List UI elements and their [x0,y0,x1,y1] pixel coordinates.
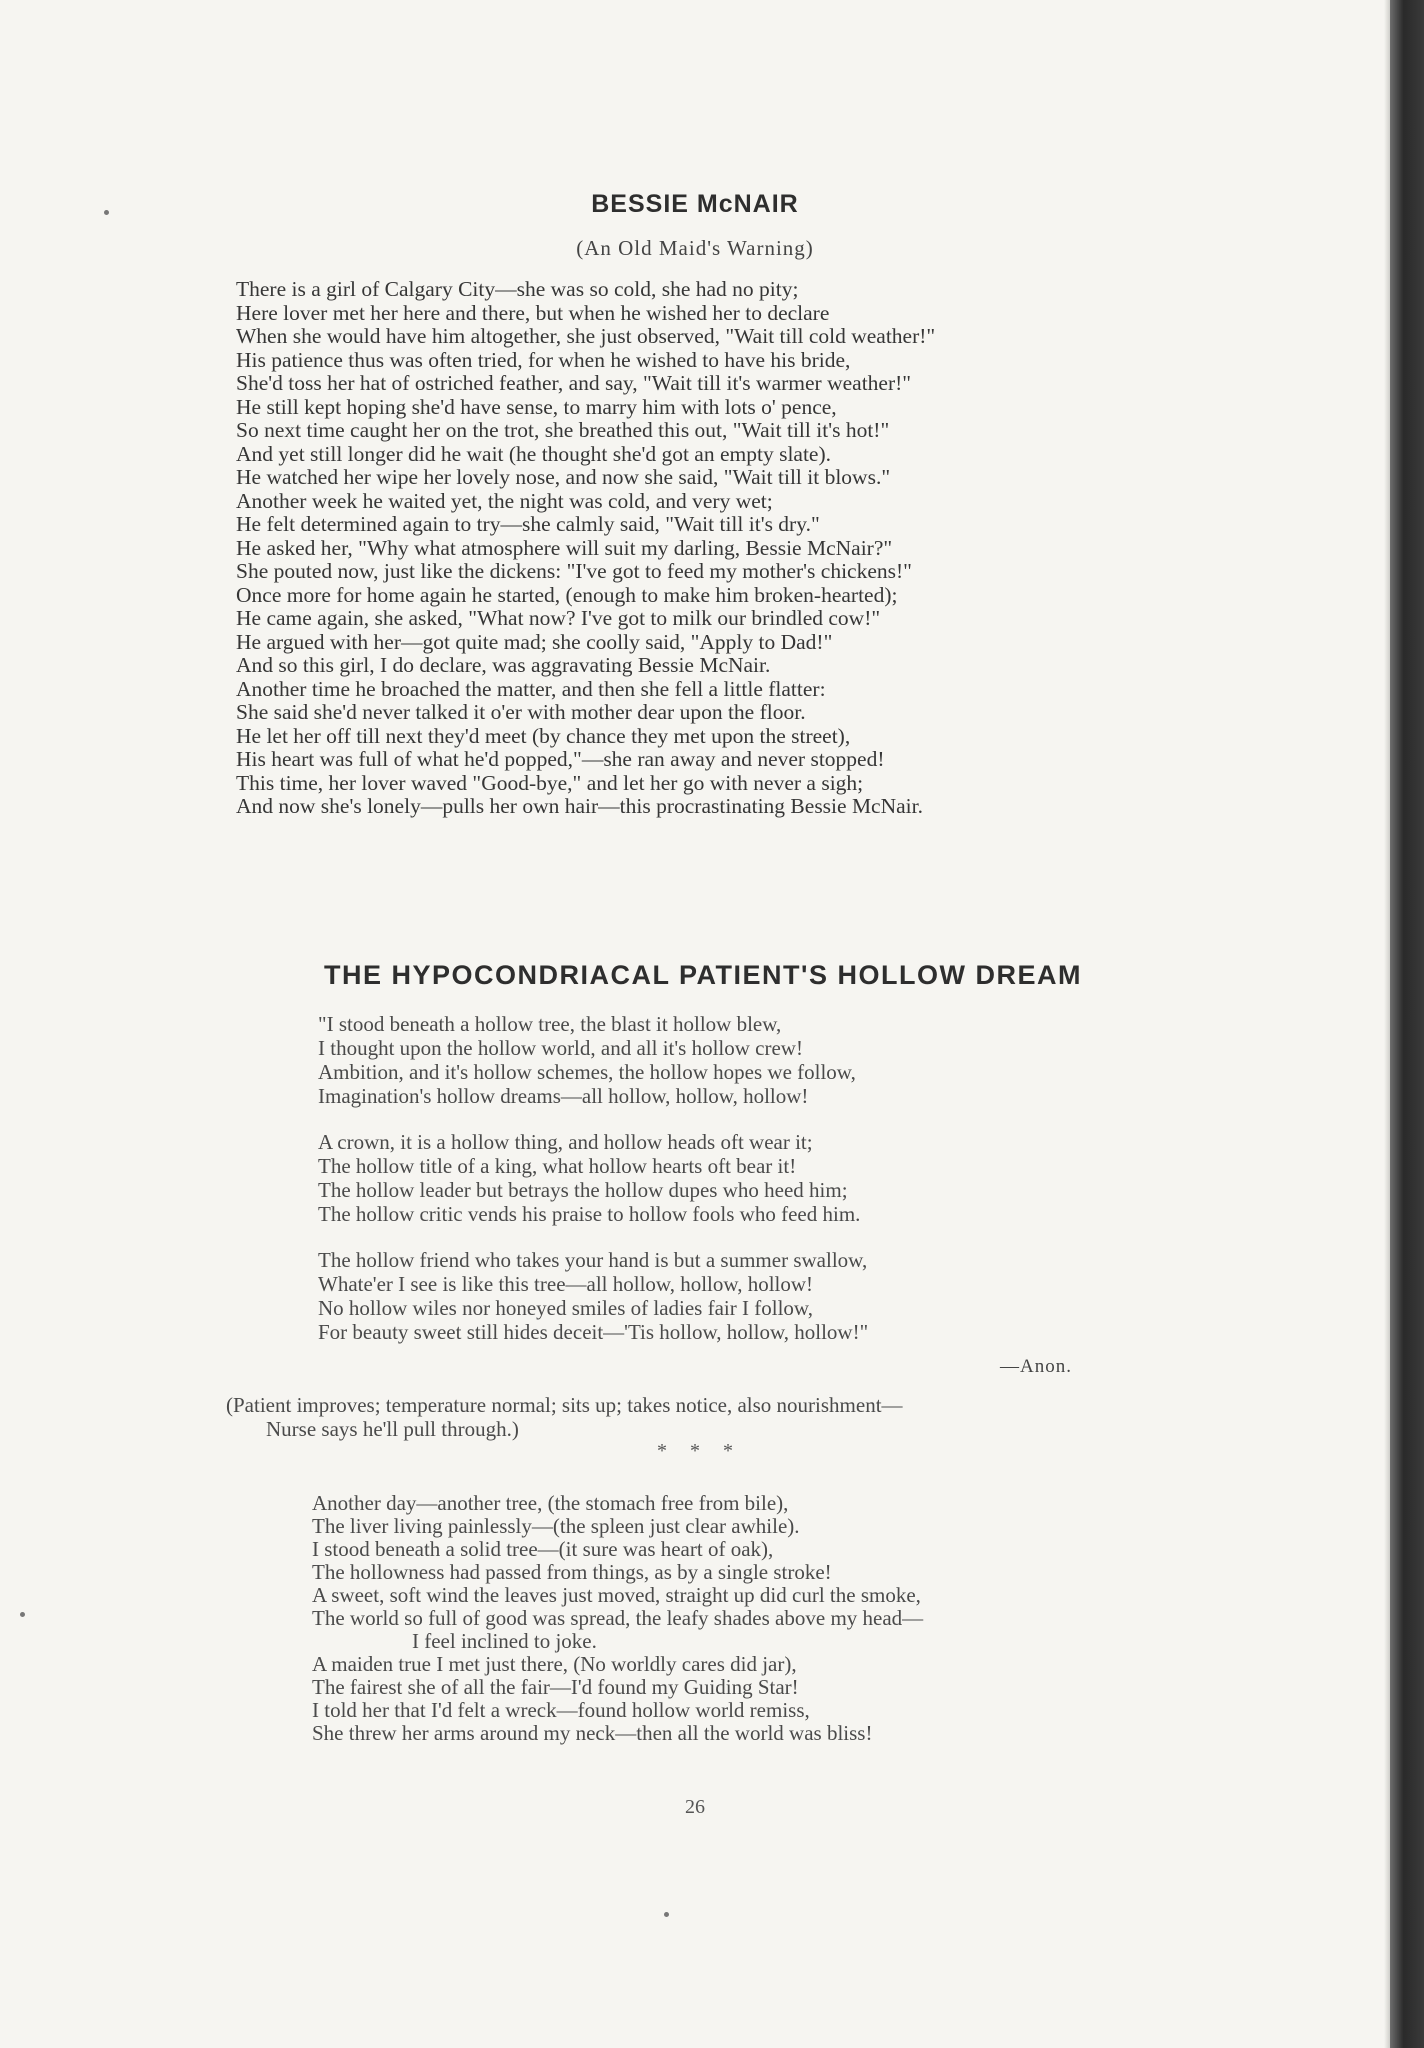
page-number: 26 [685,1796,705,1818]
poem-line: Another week he waited yet, the night was cold, and very wet; [236,488,773,513]
poem-line: Another day—another tree, (the stomach free from bile), [312,1491,789,1515]
poem-line: A crown, it is a hollow thing, and hollow heads oft wear it; [318,1130,813,1154]
poem-line: She said she'd never talked it o'er with mother dear upon the floor. [236,700,806,724]
poem-line: And so this girl, I do declare, was aggravating Bessie McNair. [236,653,771,677]
scan-speck [104,210,109,215]
poem-line: He argued with her—got quite mad; she coolly said, "Apply to Dad!" [236,629,833,654]
poem-line: Whate'er I see is like this tree—all hollow, hollow, hollow! [318,1272,814,1296]
stanza [318,1248,1078,1344]
poem-line: No hollow wiles nor honeyed smiles of ladies fair I follow, [318,1296,813,1320]
poem-line: His patience thus was often tried, for when he wished to have his bride, [236,347,851,372]
poem-line: He asked her, "Why what atmosphere will suit my darling, Bessie McNair?" [236,535,893,560]
poem-line: He still kept hoping she'd have sense, to marry him with lots o' pence, [236,394,837,419]
editorial-note [226,1393,1186,1441]
poem-body [312,1492,1132,1745]
poem-line: She threw her arms around my neck—then all the world was bliss! [312,1721,873,1745]
scan-speck [664,1912,669,1917]
poem-line: Imagination's hollow dreams—all hollow, hollow, hollow! [318,1084,809,1108]
poem-line: He watched her wipe her lovely nose, and now she said, "Wait till it blows." [236,465,891,489]
note-line: (Patient improves; temperature normal; sits up; takes notice, also nourishment— [226,1393,903,1417]
poem-line: A sweet, soft wind the leaves just moved, straight up did curl the smoke, [312,1583,921,1607]
poem-line: She pouted now, just like the dickens: "I've got to feed my mother's chickens!" [236,559,912,583]
poem-body [236,278,1196,819]
poem-line: And now she's lonely—pulls her own hair—this procrastinating Bessie McNair. [236,794,923,818]
stanza [318,1012,1078,1108]
poem-line: I stood beneath a solid tree—(it sure was heart of oak), [312,1537,774,1561]
section-separator: * * * [657,1440,733,1462]
poem-line: She'd toss her hat of ostriched feather, and say, "Wait till it's warmer weather!" [236,371,912,395]
poem-line: Once more for home again he started, (enough to make him broken-hearted); [236,582,898,607]
poem-line: When she would have him altogether, she just observed, "Wait till cold weather!" [236,324,936,348]
poem-line: "I stood beneath a hollow tree, the blast it hollow blew, [318,1012,782,1036]
poem-line: Here lover met her here and there, but when he wished her to declare [236,300,830,325]
poem-line: A maiden true I met just there, (No worldly cares did jar), [312,1652,797,1676]
poem-line: Ambition, and it's hollow schemes, the hollow hopes we follow, [318,1060,856,1084]
poem-line: The hollow leader but betrays the hollow dupes who heed him; [318,1178,848,1202]
attribution: —Anon. [1000,1356,1072,1377]
poem-subtitle: (An Old Maid's Warning) [576,236,814,260]
poem-line: This time, her lover waved "Good-bye," and let her go with never a sigh; [236,770,864,795]
poem-line: He let her off till next they'd meet (by chance they met upon the street), [236,723,851,748]
poem-body [318,1012,1078,1366]
poem-line: And yet still longer did he wait (he thought she'd got an empty slate). [236,441,832,466]
poem-line: I thought upon the hollow world, and all it's hollow crew! [318,1036,803,1060]
poem-title: BESSIE McNAIR [591,190,799,218]
poem-line: The hollow critic vends his praise to hollow fools who feed him. [318,1202,861,1226]
poem-title: THE HYPOCONDRIACAL PATIENT'S HOLLOW DREAM [324,960,1082,990]
poem-line: For beauty sweet still hides deceit—'Tis hollow, hollow, hollow!" [318,1320,869,1344]
poem-line: The fairest she of all the fair—I'd found my Guiding Star! [312,1675,799,1699]
poem-line: The hollow title of a king, what hollow hearts oft bear it! [318,1154,797,1178]
poem-line: The liver living painlessly—(the spleen just clear awhile). [312,1514,800,1538]
poem-line: The world so full of good was spread, the leafy shades above my head— [312,1606,924,1630]
scan-speck [20,1612,25,1617]
book-spine-edge [1390,0,1424,2048]
poem-line: He came again, she asked, "What now? I've got to milk our brindled cow!" [236,606,881,630]
poem-line: So next time caught her on the trot, she breathed this out, "Wait till it's hot!" [236,418,890,442]
poem-line: He felt determined again to try—she calmly said, "Wait till it's dry." [236,512,820,536]
poem-line: I feel inclined to joke. [412,1629,597,1653]
poem-line: His heart was full of what he'd popped,"—she ran away and never stopped! [236,747,885,771]
note-line: Nurse says he'll pull through.) [266,1417,519,1441]
poem-line: The hollowness had passed from things, as by a single stroke! [312,1560,832,1584]
poem-line: The hollow friend who takes your hand is but a summer swallow, [318,1248,868,1272]
poem-line: Another time he broached the matter, and then she fell a little flatter: [236,676,826,701]
poem-line: I told her that I'd felt a wreck—found hollow world remiss, [312,1698,810,1722]
poem-line: There is a girl of Calgary City—she was so cold, she had no pity; [236,277,799,301]
stanza [318,1130,1078,1226]
